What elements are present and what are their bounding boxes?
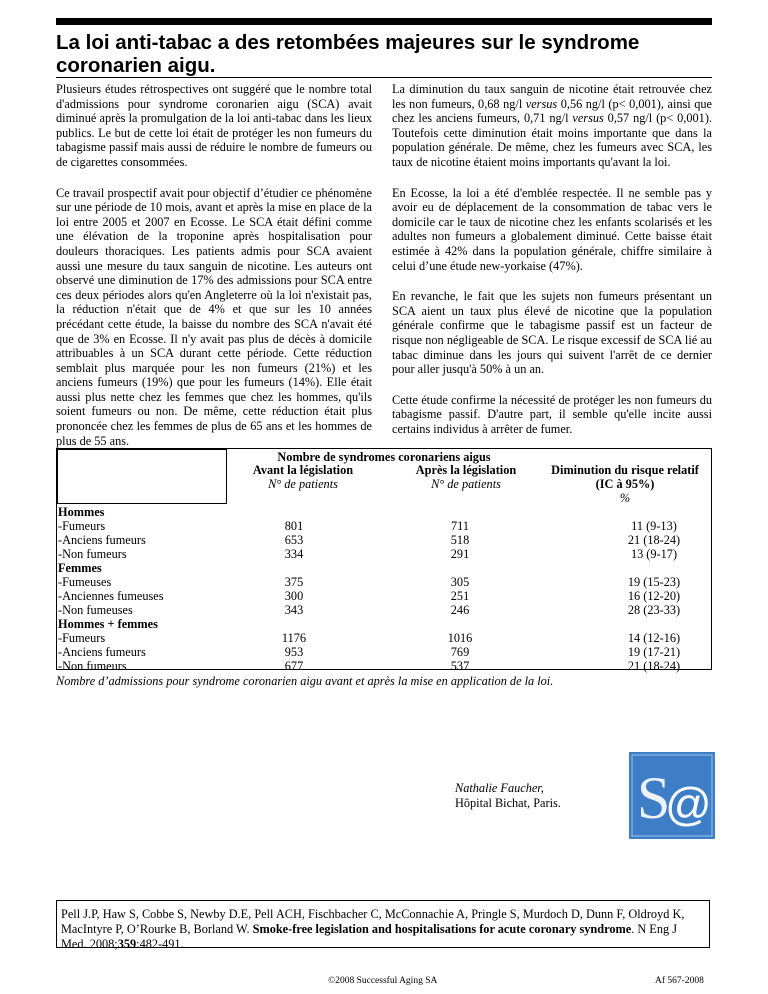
- group-label-all: Hommes + femmes: [58, 617, 158, 631]
- row-label: -Anciennes fumeuses: [58, 589, 164, 603]
- row-label: -Non fumeurs: [58, 547, 127, 561]
- row-label: -Non fumeuses: [58, 603, 133, 617]
- cell-before: 1176: [281, 631, 307, 645]
- col-header-reduction: Diminution du risque relatif (IC à 95%) %: [551, 463, 699, 505]
- footer-code: Af 567-2008: [655, 976, 704, 986]
- cell-reduction: 11 (9-13): [631, 519, 677, 533]
- row-label: -Fumeurs: [58, 519, 106, 533]
- reference-authors: Pell J.P, Haw S, Cobbe S, Newby D.E, Pell ACH, Fischbacher C, McConnachie A, Pringle S, Murdoch D, Dunn F, Oldroyd K, MacIntyre P, O’Rourke B, Borland W.: [61, 907, 685, 936]
- cell-reduction: 21 (18-24): [627, 533, 681, 547]
- right-column: [392, 82, 712, 452]
- cell-reduction: 21 (18-24): [627, 659, 681, 673]
- cell-reduction: 13 (9-17): [630, 547, 678, 561]
- results-table: [56, 448, 712, 673]
- cell-before: 300: [284, 589, 304, 603]
- cell-reduction: 19 (17-21): [627, 645, 681, 659]
- cell-after: 518: [450, 533, 470, 547]
- cell-after: 537: [450, 659, 470, 673]
- right-paragraph-3: En revanche, le fait que les sujets non fumeurs présentant un SCA aient un taux plus élevé de nicotine que la population générale confirme que le tabagisme passif est un facteur de risque non négligeable de SCA. Le risque excessif de SCA lié au tabac diminue dans les jours qui suivent l'arrêt de ce dernier pour aller jusqu'à 50% à un an.: [392, 289, 712, 377]
- table-caption: Nombre d’admissions pour syndrome coronarien aigu avant et après la mise en application de la loi.: [56, 674, 554, 688]
- reference-title: Smoke-free legislation and hospitalisations for acute coronary syndrome: [252, 922, 632, 936]
- cell-reduction: 19 (15-23): [627, 575, 681, 589]
- group-label-men: Hommes: [58, 505, 105, 519]
- cell-before: 801: [284, 519, 304, 533]
- author-block: [455, 781, 561, 811]
- left-paragraph-2: Ce travail prospectif avait pour objectif d’étudier ce phénomène sur une période de 10 mois, avant et après la mise en place de la loi entre 2005 et 2007 en Ecosse. Le SCA était défini comme une élévation de la troponine après hospitalisation pour douleurs thoraciques. Les patients admis pour SCA avaient aussi une mesure du taux sanguin de nicotine. Les auteurs ont observé une diminution de 17% des admissions pour SCA entre ces deux périodes alors qu'en Angleterre où la loi n'existait pas, la réduction n'était que de 4% et que sur les 10 années précédant cette étude, la baisse du nombre des SCA n'avait été que de 3% en Ecosse. Il n'y avait pas plus de décès à domicile attribuables à un SCA durant cette période. Cette réduction semblait plus marquée pour les non fumeurs (21%) et les anciens fumeurs (19%) que pour les fumeurs (14%). Elle était aussi plus nette chez les femmes que chez les hommes, qu'ils soient fumeurs ou non. De même, cette réduction était plus prononcée chez les femmes de plus de 65 ans et les hommes de plus de 55 ans.: [56, 185, 372, 448]
- cell-before: 334: [284, 547, 304, 561]
- row-label: -Anciens fumeurs: [58, 533, 146, 547]
- cell-reduction: 16 (12-20): [627, 589, 681, 603]
- col-header-after: Après la législation N° de patients: [415, 463, 517, 491]
- right-paragraph-4: Cette étude confirme la nécessité de protéger les non fumeurs du tabagisme passif. D'autre part, il semble qu'elle incite aussi certains individus à arrêter de fumer.: [392, 392, 712, 436]
- cell-before: 343: [284, 603, 304, 617]
- row-label: -Fumeuses: [58, 575, 112, 589]
- svg-text:S: S: [637, 765, 671, 831]
- cell-before: 375: [284, 575, 304, 589]
- article-title: La loi anti-tabac a des retombées majeures sur le syndrome coronarien aigu.: [56, 31, 640, 77]
- svg-text:@: @: [665, 778, 712, 830]
- table-main-header: Nombre de syndromes coronariens aigus: [277, 450, 491, 464]
- title-rule: [56, 77, 712, 78]
- right-paragraph-1: La diminution du taux sanguin de nicotine était retrouvée chez les non fumeurs, 0,68 ng/l versus 0,56 ng/l (p< 0,001), ainsi que chez les anciens fumeurs, 0,71 ng/l versus 0,57 ng/l (p< 0,001). Toutefois cette diminution était moins importante que dans la population générale. De même, chez les fumeurs avec SCA, les taux de nicotine étaient moins importants qu'avant la loi.: [392, 82, 712, 169]
- cell-after: 769: [450, 645, 470, 659]
- footer-copyright: ©2008 Successful Aging SA: [328, 976, 438, 986]
- row-label: -Fumeurs: [58, 631, 106, 645]
- cell-before: 653: [284, 533, 304, 547]
- row-label: -Anciens fumeurs: [58, 645, 146, 659]
- reference-box: Pell J.P, Haw S, Cobbe S, Newby D.E, Pell ACH, Fischbacher C, McConnachie A, Pringle S, Murdoch D, Dunn F, Oldroyd K, MacIntyre P, O’Rourke B, Borland W. Smoke-free legislation and hospitalisations for acute coronary syndrome. N Eng J Med. 2008;359:482-491.: [56, 900, 710, 948]
- cell-before: 953: [284, 645, 304, 659]
- top-rule: [56, 18, 712, 25]
- col-header-before: Avant la législation N° de patients: [252, 463, 354, 491]
- successful-aging-logo: [629, 752, 715, 839]
- author-name: Nathalie Faucher,: [455, 781, 544, 795]
- cell-after: 305: [450, 575, 470, 589]
- cell-after: 251: [450, 589, 470, 603]
- cell-reduction: 14 (12-16): [627, 631, 681, 645]
- row-label: -Non fumeurs: [58, 659, 127, 673]
- right-paragraph-2: En Ecosse, la loi a été d'emblée respectée. Il ne semble pas y avoir eu de déplacement de la consommation de tabac vers le domicile car le taux de nicotine chez les enfants scolarisés et les adultes non fumeurs a globalement diminué. Cette baisse était estimée à 42% dans la population générale, chiffre similaire à celui d’une étude new-yorkaise (47%).: [392, 185, 712, 273]
- cell-after: 1016: [447, 631, 473, 645]
- cell-reduction: 28 (23-33): [627, 603, 681, 617]
- cell-after: 291: [450, 547, 470, 561]
- cell-after: 246: [450, 603, 470, 617]
- left-paragraph-1: Plusieurs études rétrospectives ont suggéré que le nombre total d'admissions pour syndrome coronarien aigu (SCA) avait diminué après la promulgation de la loi anti-tabac dans les lieux publics. Le but de cette loi était de protéger les non fumeurs du tabagisme passif mais aussi de réduire le nombre de fumeurs ou de cigarettes consommées.: [56, 82, 372, 169]
- author-affiliation: Hôpital Bichat, Paris.: [455, 796, 561, 810]
- group-label-women: Femmes: [58, 561, 102, 575]
- cell-before: 677: [284, 659, 304, 673]
- left-column: [56, 82, 372, 464]
- cell-after: 711: [451, 519, 469, 533]
